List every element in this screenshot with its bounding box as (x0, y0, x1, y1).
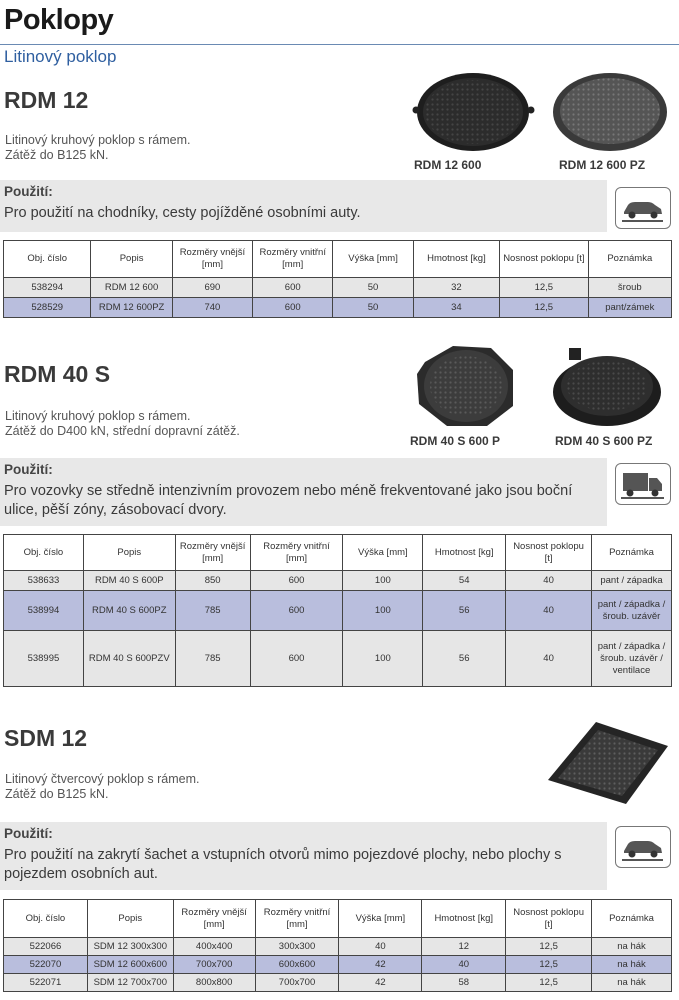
column-header: Popis (83, 535, 175, 571)
cell-vyska: 50 (333, 298, 413, 318)
cell-vnitrni: 600x600 (255, 956, 339, 974)
cell-nosnost: 40 (506, 571, 592, 591)
cell-obj: 538995 (4, 631, 84, 687)
section-description-rdm40s (5, 409, 240, 439)
photo-caption: RDM 40 S 600 PZ (555, 434, 653, 448)
cell-vnejsi: 700x700 (173, 956, 255, 974)
column-header: Výška [mm] (343, 535, 423, 571)
car-icon (615, 826, 671, 868)
photo-caption: RDM 12 600 PZ (559, 158, 646, 172)
cell-vnitrni: 600 (250, 571, 343, 591)
table-row (4, 956, 672, 974)
column-header: Poznámka (592, 535, 672, 571)
cell-obj: 538633 (4, 571, 84, 591)
usage-text: Pro použití na zakrytí šachet a vstupních otvorů mimo pojezdové plochy, nebo plochy s pojezdem osobních aut. (4, 847, 562, 882)
cell-poznamka: pant/zámek (588, 298, 671, 318)
table-row (4, 631, 672, 687)
cell-vnitrni: 600 (250, 631, 343, 687)
usage-heading: Použití: (4, 826, 53, 841)
description-line: Zátěž do B125 kN. (5, 787, 109, 801)
cell-poznamka: pant / západka / šroub. uzávěr (592, 591, 672, 631)
column-header: Obj. číslo (4, 900, 88, 938)
cell-vyska: 100 (343, 571, 423, 591)
column-header: Rozměry vnější [mm] (172, 241, 252, 278)
column-header: Rozměry vnější [mm] (175, 535, 250, 571)
cell-nosnost: 12,5 (500, 278, 588, 298)
column-header: Poznámka (588, 241, 671, 278)
description-line: Litinový kruhový poklop s rámem. (5, 409, 191, 423)
usage-box-rdm12 (0, 180, 607, 232)
usage-box-rdm40s (0, 458, 607, 526)
cell-nosnost: 40 (506, 591, 592, 631)
cell-vnejsi: 400x400 (173, 938, 255, 956)
section-description-sdm12 (5, 772, 200, 802)
cell-vnitrni: 700x700 (255, 974, 339, 992)
cell-hmotnost: 34 (413, 298, 499, 318)
cell-poznamka: pant / západka / šroub. uzávěr / ventilace (592, 631, 672, 687)
cell-obj: 528529 (4, 298, 91, 318)
product-photo-rdm40s-600pz (551, 346, 663, 428)
column-header: Rozměry vnější [mm] (173, 900, 255, 938)
cell-vnejsi: 800x800 (173, 974, 255, 992)
cell-nosnost: 12,5 (506, 938, 592, 956)
usage-heading: Použití: (4, 462, 53, 477)
usage-box-sdm12 (0, 822, 607, 890)
cell-vyska: 100 (343, 591, 423, 631)
usage-text: Pro vozovky se středně intenzivním provozem nebo méně frekventované jako jsou boční ulice, pěší zóny, zásobovací dvory. (4, 483, 573, 518)
column-header: Nosnost poklopu [t] (500, 241, 588, 278)
column-header: Rozměry vnitřní [mm] (255, 900, 339, 938)
truck-icon (615, 463, 671, 505)
table-row (4, 571, 672, 591)
cell-vnitrni: 600 (253, 298, 333, 318)
cell-poznamka: na hák (592, 938, 672, 956)
column-header: Nosnost poklopu [t] (506, 535, 592, 571)
section-title-rdm12: RDM 12 (4, 87, 89, 113)
cell-obj: 522066 (4, 938, 88, 956)
cell-poznamka: na hák (592, 956, 672, 974)
cell-vnitrni: 600 (250, 591, 343, 631)
cell-hmotnost: 56 (423, 591, 506, 631)
cell-vyska: 50 (333, 278, 413, 298)
column-header: Hmotnost [kg] (422, 900, 506, 938)
cell-obj: 522070 (4, 956, 88, 974)
description-line: Zátěž do B125 kN. (5, 148, 109, 162)
page-subtitle: Litinový poklop (4, 47, 117, 66)
column-header: Obj. číslo (4, 241, 91, 278)
usage-text: Pro použití na chodníky, cesty pojížděné osobními auty. (4, 205, 361, 221)
cell-vyska: 42 (339, 974, 422, 992)
description-line: Litinový čtvercový poklop s rámem. (5, 772, 200, 786)
column-header: Rozměry vnitřní [mm] (253, 241, 333, 278)
column-header: Výška [mm] (333, 241, 413, 278)
description-line: Zátěž do D400 kN, střední dopravní zátěž. (5, 424, 240, 438)
product-photo-sdm12 (542, 716, 672, 806)
cell-vyska: 42 (339, 956, 422, 974)
cell-vyska: 40 (339, 938, 422, 956)
table-row (4, 298, 672, 318)
usage-heading: Použití: (4, 184, 53, 199)
cell-nosnost: 12,5 (500, 298, 588, 318)
spec-table-rdm40s (3, 534, 672, 687)
description-line: Litinový kruhový poklop s rámem. (5, 133, 191, 147)
column-header: Rozměry vnitřní [mm] (250, 535, 343, 571)
cell-hmotnost: 40 (422, 956, 506, 974)
table-row (4, 974, 672, 992)
section-description-rdm12 (5, 133, 191, 163)
cell-vyska: 100 (343, 631, 423, 687)
product-photo-rdm12-600 (410, 72, 540, 154)
column-header: Popis (91, 241, 172, 278)
cell-poznamka: na hák (592, 974, 672, 992)
cell-hmotnost: 54 (423, 571, 506, 591)
cell-vnitrni: 300x300 (255, 938, 339, 956)
cell-hmotnost: 58 (422, 974, 506, 992)
column-header: Poznámka (592, 900, 672, 938)
cell-vnejsi: 690 (172, 278, 252, 298)
cell-obj: 538294 (4, 278, 91, 298)
product-photo-rdm40s-600p (413, 340, 519, 430)
cell-vnitrni: 600 (253, 278, 333, 298)
cell-popis: RDM 12 600PZ (91, 298, 172, 318)
cell-nosnost: 12,5 (506, 974, 592, 992)
cell-nosnost: 40 (506, 631, 592, 687)
column-header: Výška [mm] (339, 900, 422, 938)
spec-table-rdm12 (3, 240, 672, 318)
column-header: Popis (87, 900, 173, 938)
cell-poznamka: šroub (588, 278, 671, 298)
cell-popis: SDM 12 700x700 (87, 974, 173, 992)
page-title: Poklopy (4, 4, 114, 36)
cell-popis: SDM 12 300x300 (87, 938, 173, 956)
cell-popis: RDM 40 S 600PZ (83, 591, 175, 631)
column-header: Obj. číslo (4, 535, 84, 571)
cell-vnejsi: 785 (175, 631, 250, 687)
car-icon (615, 187, 671, 229)
cell-obj: 522071 (4, 974, 88, 992)
table-row (4, 278, 672, 298)
section-title-sdm12: SDM 12 (4, 725, 88, 751)
table-row (4, 938, 672, 956)
cell-vnejsi: 740 (172, 298, 252, 318)
cell-popis: RDM 40 S 600PZV (83, 631, 175, 687)
cell-popis: RDM 40 S 600P (83, 571, 175, 591)
table-row (4, 591, 672, 631)
cell-obj: 538994 (4, 591, 84, 631)
cell-vnejsi: 850 (175, 571, 250, 591)
photo-caption: RDM 12 600 (414, 158, 482, 172)
column-header: Hmotnost [kg] (413, 241, 499, 278)
section-title-rdm40s: RDM 40 S (4, 361, 111, 387)
title-divider (0, 44, 679, 45)
cell-hmotnost: 32 (413, 278, 499, 298)
cell-popis: SDM 12 600x600 (87, 956, 173, 974)
cell-hmotnost: 12 (422, 938, 506, 956)
product-photo-rdm12-600pz (551, 72, 669, 154)
cell-popis: RDM 12 600 (91, 278, 172, 298)
photo-caption: RDM 40 S 600 P (410, 434, 501, 448)
column-header: Hmotnost [kg] (423, 535, 506, 571)
cell-hmotnost: 56 (423, 631, 506, 687)
spec-table-sdm12 (3, 899, 672, 992)
cell-nosnost: 12,5 (506, 956, 592, 974)
cell-vnejsi: 785 (175, 591, 250, 631)
column-header: Nosnost poklopu [t] (506, 900, 592, 938)
cell-poznamka: pant / západka (592, 571, 672, 591)
